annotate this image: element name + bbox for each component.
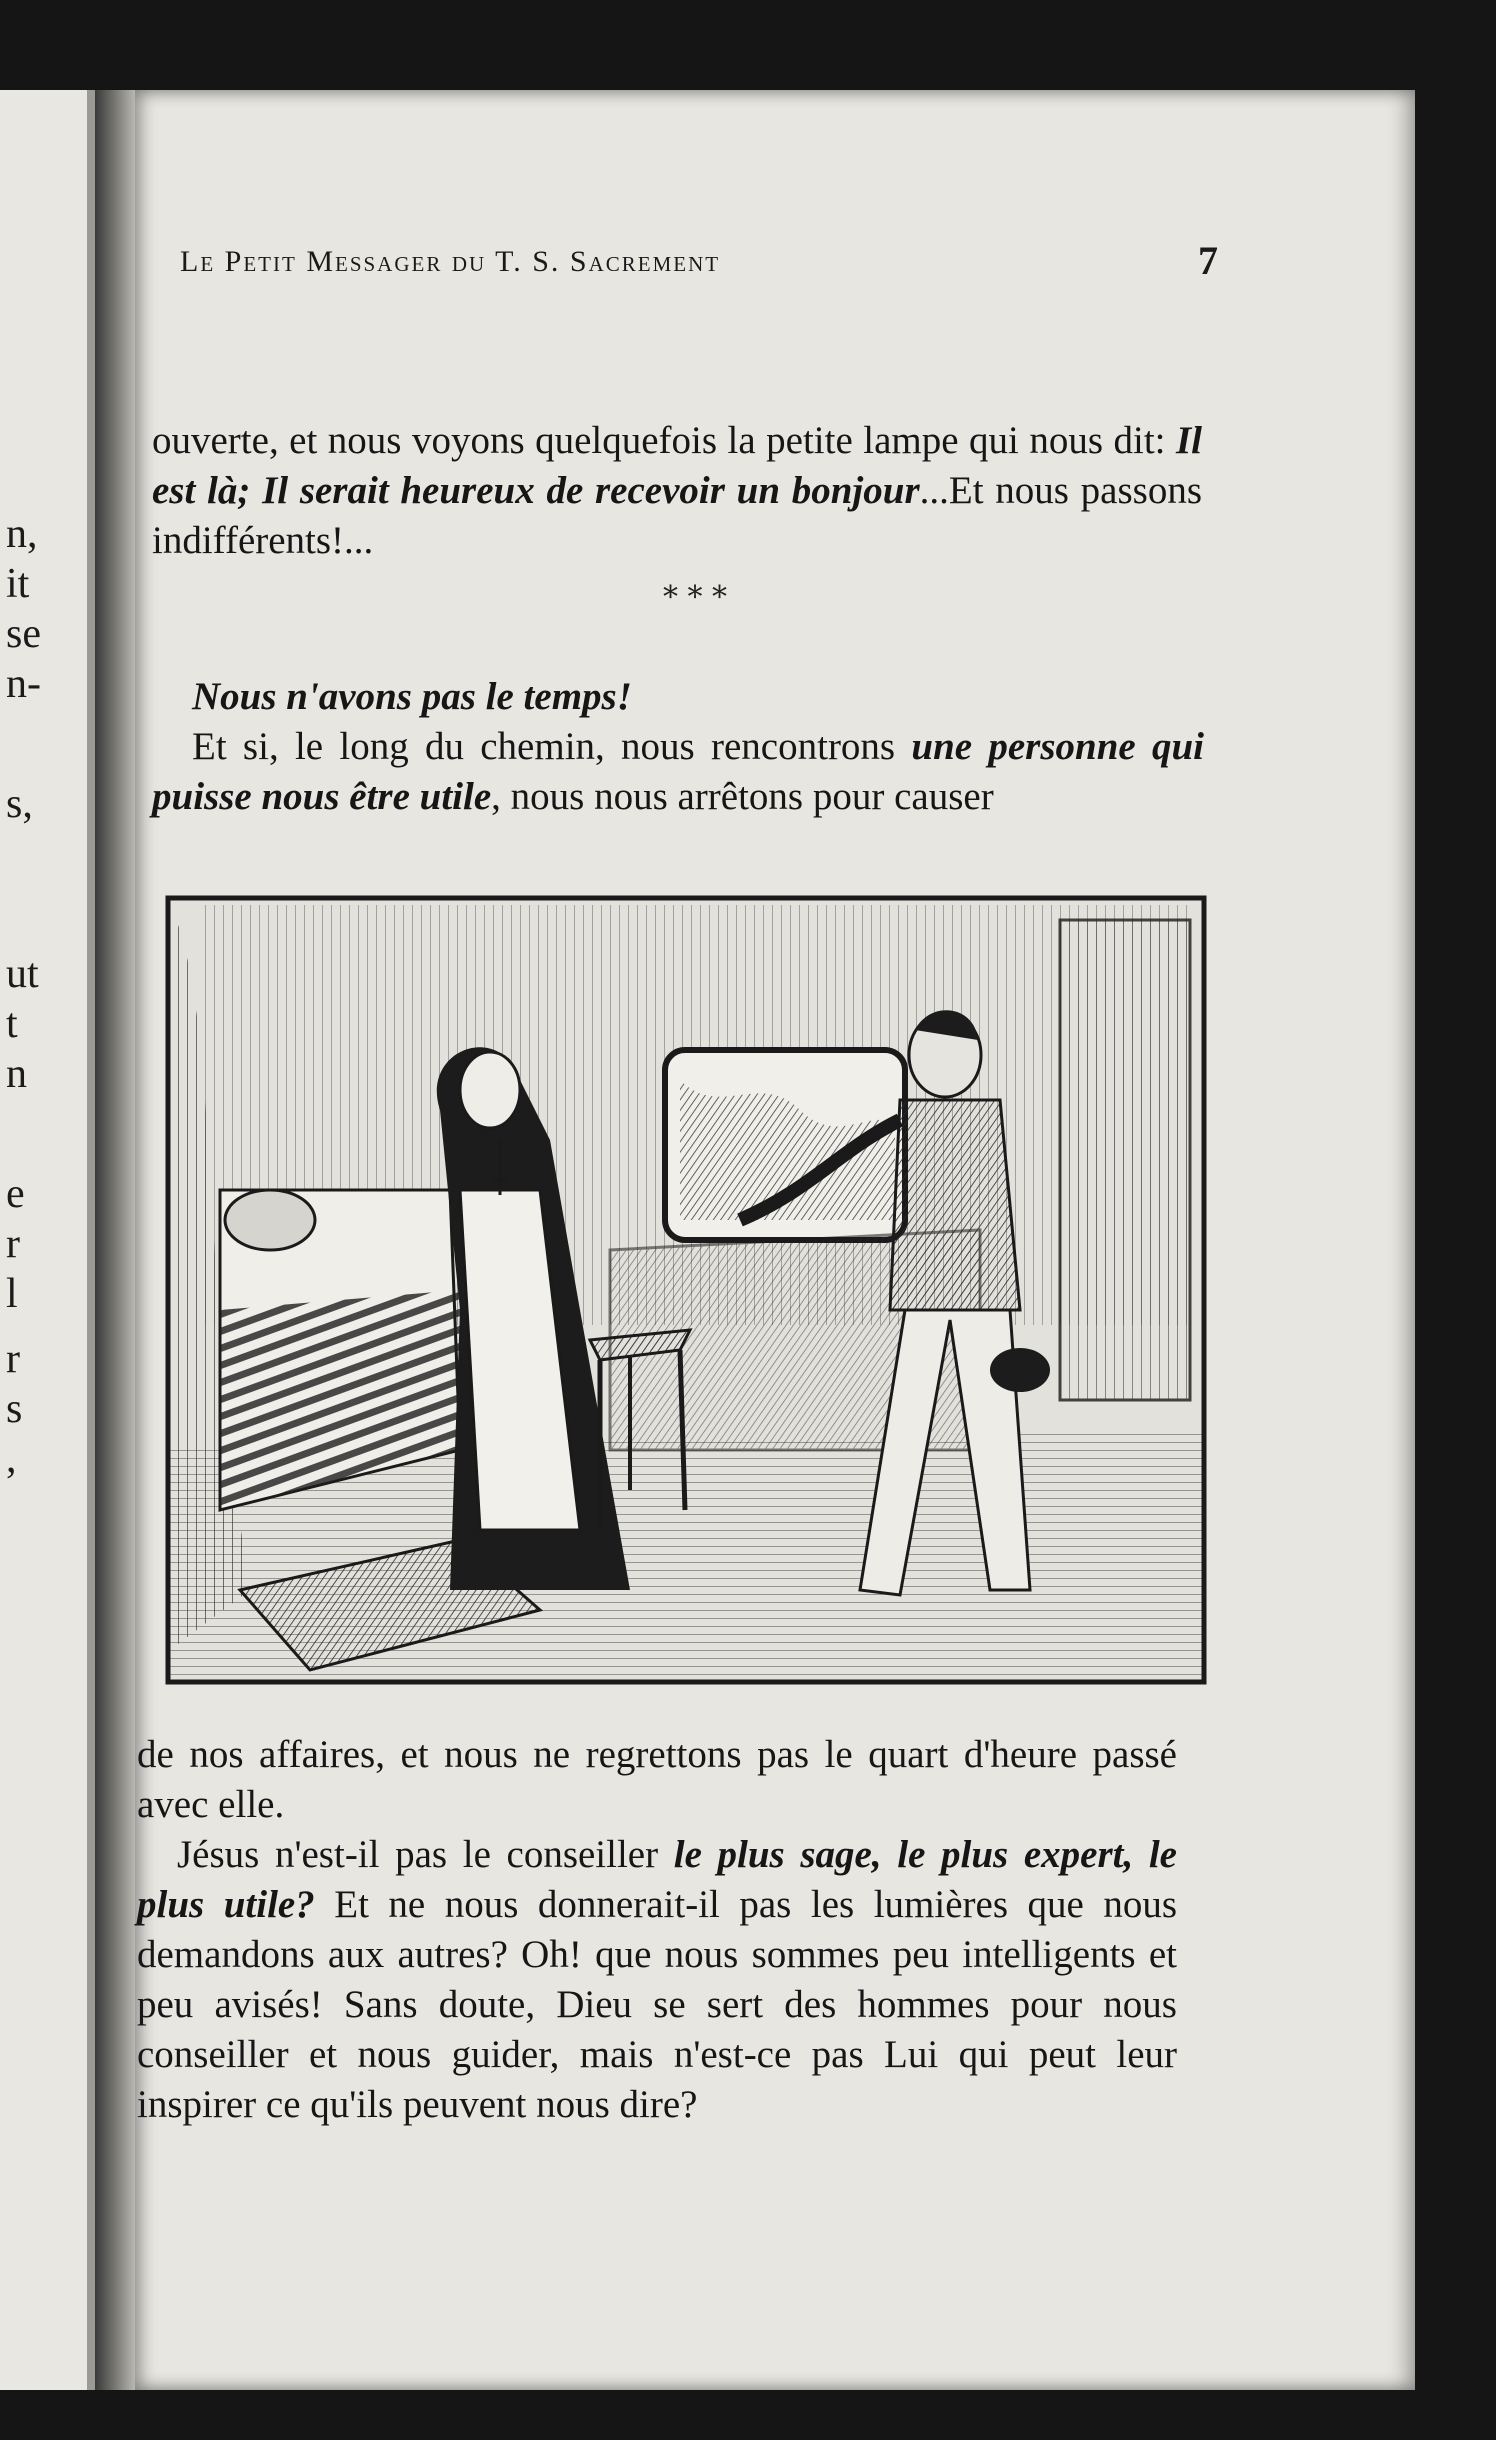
paragraph-group-2 [152, 672, 1204, 822]
left-fragment: n [6, 1051, 27, 1097]
left-fragment: t [6, 1001, 18, 1047]
page-number: 7 [1198, 238, 1218, 283]
italic-heading: Nous n'avons pas le temps! [192, 675, 632, 718]
left-fragment: e [6, 1171, 25, 1217]
engraving-illustration [160, 890, 1212, 1690]
left-fragment: it [6, 561, 30, 607]
left-page-edge [0, 90, 95, 2390]
left-fragment: ut [6, 951, 39, 997]
left-fragment: n, [6, 511, 38, 557]
left-fragment: s, [6, 781, 33, 827]
text-run: de nos affaires, et nous ne regrettons pas le quart d'heure passé avec elle. [137, 1733, 1177, 1826]
italic-run: le plus sage, le plus expert, le plus utile? [137, 1833, 1177, 1926]
paragraph-group-3 [137, 1730, 1177, 2130]
left-fragment: r [6, 1336, 20, 1382]
book-gutter [95, 90, 135, 2390]
left-fragment: s [6, 1386, 23, 1432]
text-run: Et ne nous donnerait-il pas les lumières que nous demandons aux autres? Oh! que nous sommes peu intelligents et peu avisés! Sans doute, Dieu se sert des hommes pour nous conseiller et nous guider, mais n'est-ce pas Lui qui peut leur inspirer ce qu'ils peuvent nous dire? [137, 1883, 1178, 2126]
italic-run: Il est là; Il serait heureux de recevoir un bonjour [152, 419, 1202, 512]
text-run: , nous nous arrêtons pour causer [491, 775, 994, 818]
italic-run: une personne qui puisse nous être utile [152, 725, 1204, 818]
text-run: ouverte, et nous voyons quelquefois la petite lampe qui nous dit: [152, 419, 1176, 462]
window [1060, 920, 1190, 1400]
text-run: Et si, le long du chemin, nous rencontrons [192, 725, 912, 768]
left-fragment: n- [6, 661, 41, 707]
running-head: Le Petit Messager du T. S. Sacrement [180, 245, 721, 278]
text-run: Jésus n'est-il pas le conseiller [177, 1833, 674, 1876]
page-header [180, 238, 1218, 293]
text-run: ...Et nous passons indifférents!... [152, 469, 1202, 562]
illustration-svg [160, 890, 1212, 1690]
paragraph-opening [152, 416, 1202, 566]
left-fragment: se [6, 611, 41, 657]
left-fragment: r [6, 1221, 20, 1267]
asterism-text: * * * [662, 580, 728, 615]
asterism-divider [650, 580, 740, 655]
left-fragment: , [6, 1436, 17, 1482]
left-fragment: l [6, 1271, 18, 1317]
